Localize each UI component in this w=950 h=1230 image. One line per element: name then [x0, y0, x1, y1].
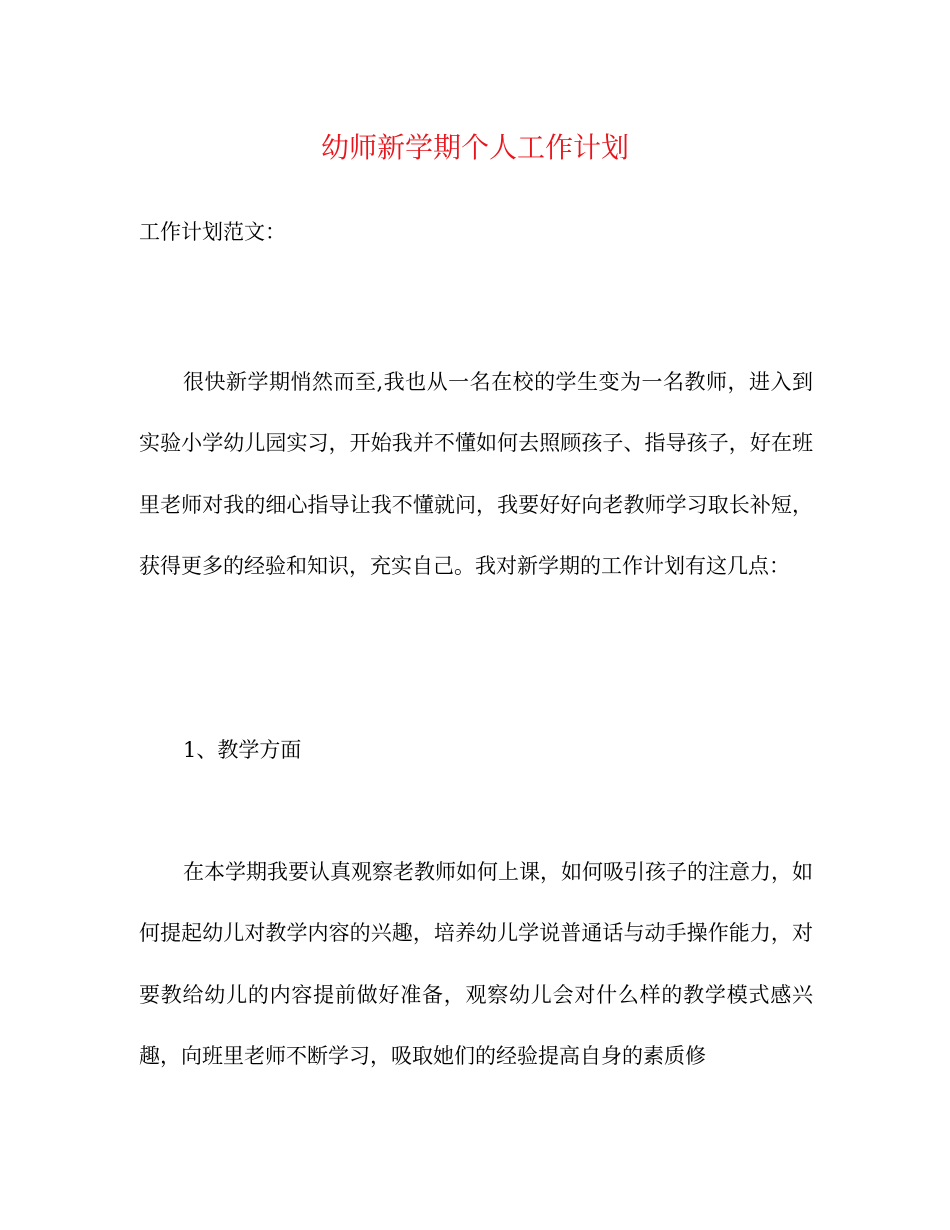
- paragraph-teaching: 在本学期我要认真观察老教师如何上课，如何吸引孩子的注意力，如何提起幼儿对教学内容的兴趣，培养幼儿学说普通话与动手操作能力，对要教给幼儿的内容提前做好准备，观察幼儿会对什么样的教学模式感兴趣，向班里老师不断学习，吸取她们的经验提高自身的素质修: [139, 860, 813, 1068]
- document-subtitle: 工作计划范文：: [139, 220, 286, 244]
- document-title: 幼师新学期个人工作计划: [320, 131, 629, 164]
- paragraph-intro: 很快新学期悄然而至,我也从一名在校的学生变为一名教师，进入到实验小学幼儿园实习，开始我并不懂如何去照顾孩子、指导孩子，好在班里老师对我的细心指导让我不懂就问，我要好好向老教师学习取长补短，获得更多的经验和知识，充实自己。我对新学期的工作计划有这几点：: [139, 370, 813, 578]
- section-heading-teaching: 1、教学方面: [183, 738, 302, 762]
